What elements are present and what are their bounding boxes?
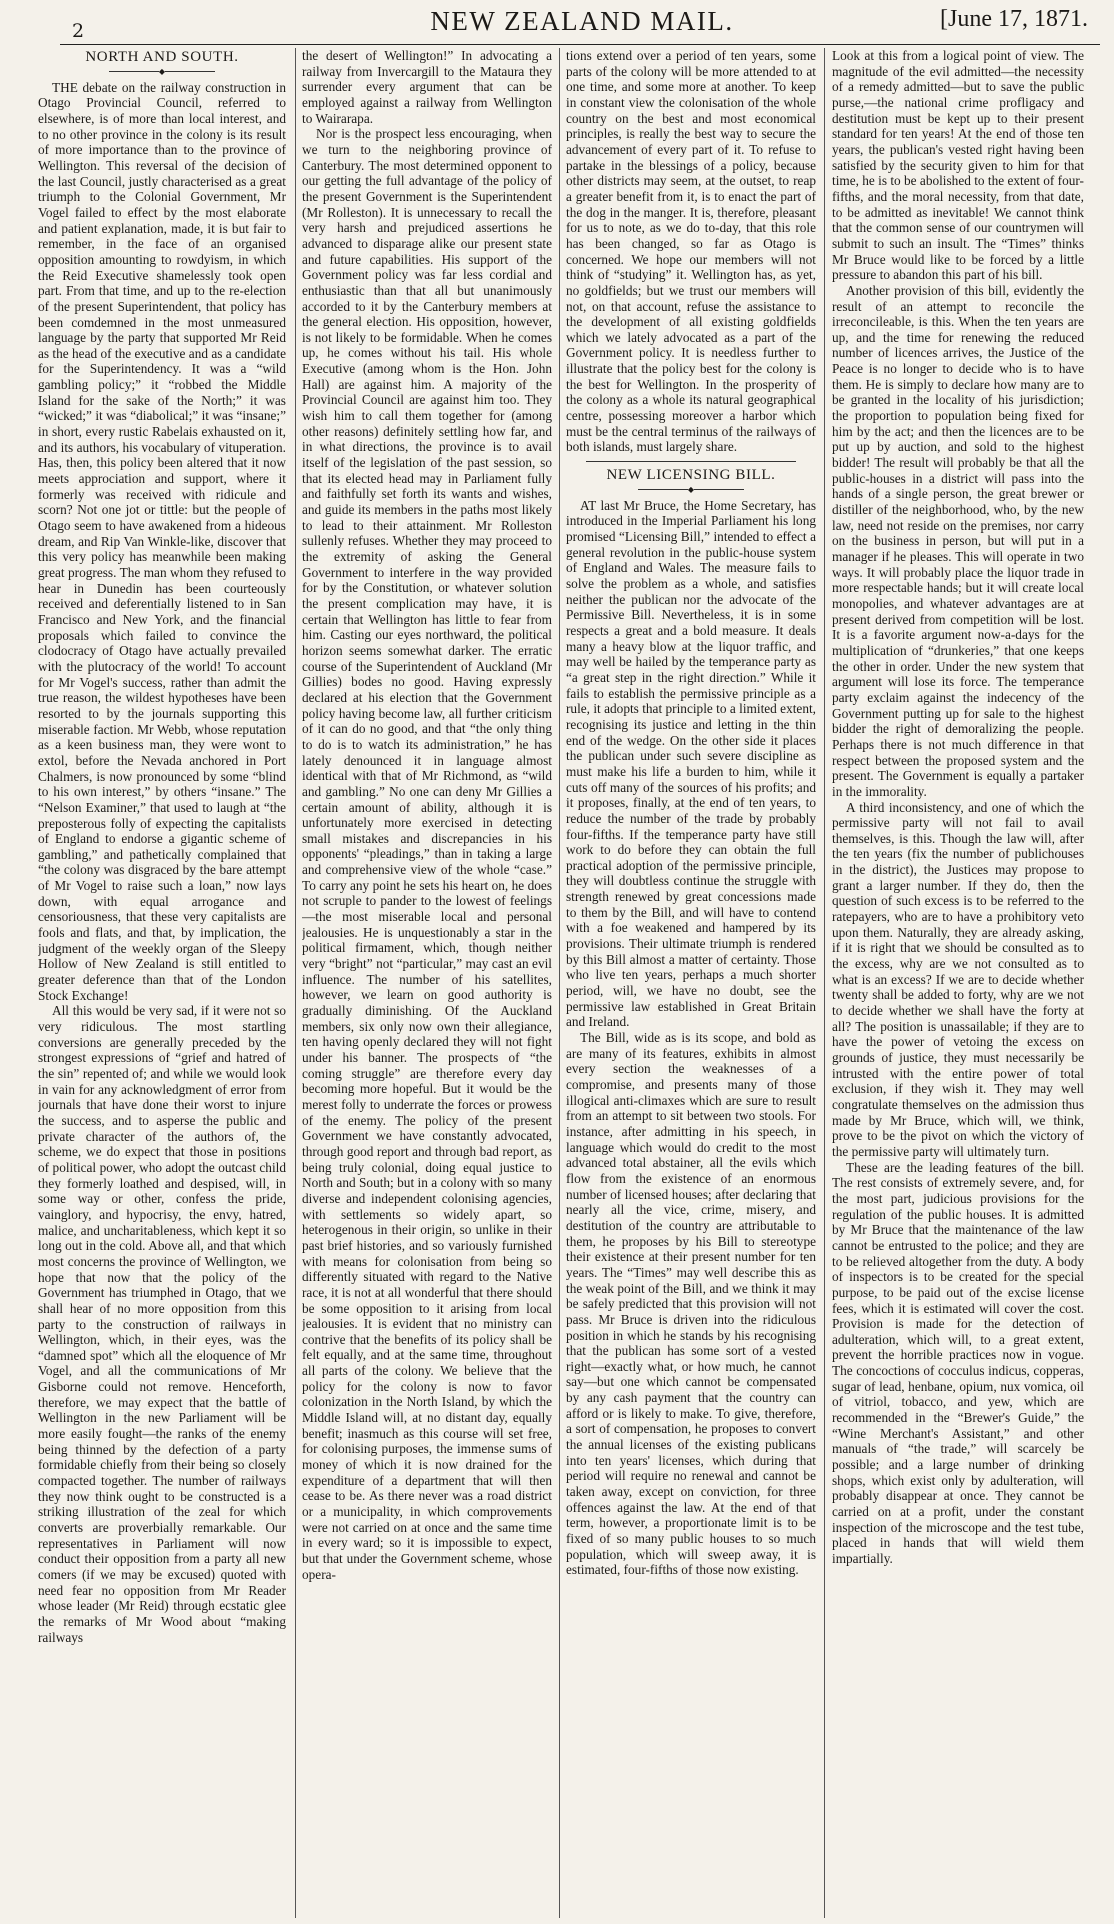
article-paragraph: tions extend over a period of ten years, some parts of the colony will be more attended to at one time, and some more at another. To keep in constant view the colonisation of the whole country on the best and most economical principles, is really the best way to secure the advancement of every part of it. To refuse to partake in the blessings of a policy, because other districts may seem, at the outset, to reap a greater benefit from it, is to enact the part of the dog in the manger. It is, therefore, pleasant for us to note, as we do to-day, that this role has been changed, so far as Otago is concerned. We hope our members will not think of “studying” it. Wellington has, as yet, no goldfields; but we trust our members will not, on that account, refuse the assistance to the development of all existing goldfields which we lately advocated as a part of the Government policy. It is needless further to illustrate that the policy best for the colony is the best for Wellington. In the prosperity of the colony as a whole its natural geographical centre, possessing moreover a harbor which must be the central terminus of the railways of both islands, must largely share.: [566, 48, 816, 455]
article-heading-north-and-south: NORTH AND SOUTH.: [85, 49, 239, 65]
article-paragraph: Another provision of this bill, evidently the result of an attempt to reconcile the irreconcileable, is this. When the ten years are up, and the time for renewing the reduced number of licences arrives, the Justice of the Peace is no longer to decide who is to have them. He is simply to declare how many are to be granted in the locality of his jurisdiction; the proportion to population being fixed for him by the act; and then the licences are to be put up by auction, and sold to the highest bidder! The result will probably be that all the public-houses in a district will pass into the hands of a single person, the great brewer or distiller of the neighborhood, who, by the new law, need not reside on the premises, nor carry on the business in person, but will put in a manager if he pleases. This will operate in two ways. It will probably place the liquor trade in more respectable hands; but it will create local monopolies, and whatever advantages are at present derived from competition will be lost. It is a favorite argument now-a-days for the multiplication of “drunkeries,” that one keeps the other in order. Under the new system that argument will lose its force. The temperance party exclaim against the indecency of the Government putting up for sale to the highest bidder the right of demoralizing the people. Perhaps there is not much difference in that respect between the proposed system and the present. The Government is equally a partaker in the immorality.: [832, 282, 1084, 799]
article-paragraph: All this would be very sad, if it were not so very ridiculous. The most startling conversions are generally preceded by the strongest expressions of “grief and hatred of the sin” repented of; and while we would look in vain for any acknowledgment of error from journals that have done their worst to injure the success, and to asperse the public and private character of the authors of, the scheme, we do expect that those in positions of political power, who adopt the outcast child they formerly loathed and despised, will, in some way or other, confess the pride, vainglory, and hypocrisy, the envy, hatred, malice, and uncharitableness, which kept it so long out in the cold. Above all, and that which most concerns the province of Wellington, we hope that now that the policy of the Government has triumphed in Otago, that we shall hear of no more opposition from this party to the construction of railways in Wellington, which, in their eyes, was the “damned spot” which all the eloquence of Mr Vogel, and all the communications of Mr Gisborne could not remove. Henceforth, therefore, we may expect that the battle of Wellington in the new Parliament will be more easily fought—the ranks of the enemy being thinned by the defection of a party formidable chiefly from their being so closely compacted together. The number of railways they now think ought to be constructed is a striking illustration of the zeal for which converts are proverbially remarkable. Our representatives in Parliament will now conduct their opposition from a party all new comers (if we may be excused) quoted with need fear no opposition from Mr Reader whose leader (Mr Reid) through ecstatic glee the remarks of Mr Wood about “making railways: [38, 1003, 286, 1645]
column-2: [302, 48, 552, 1914]
article-paragraph: AT last Mr Bruce, the Home Secretary, has introduced in the Imperial Parliament his long promised “Licensing Bill,” intended to effect a general revolution in the public-house system of England and Wales. The measure fails to solve the problem as a whole, and satisfies neither the publican nor the advocate of the Permissive Bill. Nevertheless, it is in some respects a great and a bold measure. It deals many a heavy blow at the liquor traffic, and may well be hailed by the temperance party as “a great step in the right direction.” While it fails to establish the permissive principle as a rule, it adopts that principle to a limited extent, recognising its justice and letting in the thin end of the wedge. On the other side it places the publican under such severe discipline as must make his life a burden to him, while it cuts off many of the sources of his profits; and it proposes, finally, at the end of ten years, to reduce the number of the trade by probably four-fifths. If the temperance party have still work to do before they can obtain the full practical adoption of the permissive principle, they will doubtless continue the struggle with strength renewed by great concessions made to them by the Bill, and will have to contend with a foe weakened and hampered by its provisions. Their ultimate triumph is rendered by this Bill almost a matter of certainty. Those who live ten years, perhaps a much shorter period, will, we have no doubt, see the permissive law established in Great Britain and Ireland.: [566, 497, 816, 1030]
article-paragraph: These are the leading features of the bill. The rest consists of extremely severe, and, for the most part, judicious provisions for the regulation of the public houses. It is admitted by Mr Bruce that the maintenance of the law cannot be entrusted to the police; and they are to be relieved altogether from the duty. A body of inspectors is to be created for the special purpose, to be paid out of the excise license fees, which it is estimated will cover the cost. Provision is made for the detection of adulteration, which will, to a great extent, prevent the horrible practices now in vogue. The concoctions of cocculus indicus, copperas, sugar of lead, henbane, opium, nux vomica, oil of vitriol, tobacco, and yew, which are recommended in the “Brewer's Guide,” the “Wine Merchant's Assistant,” and other manuals of “the trade,” will scarcely be possible; and a large number of drinking shops, which exist only by adulteration, will probably disappear at once. They cannot be carried on at a profit, under the constant inspection of the microscope and the test tube, placed in hands that will wield them impartially.: [832, 1159, 1084, 1566]
article-separator: [586, 461, 796, 462]
column-rule: [824, 48, 825, 1918]
column-4: [832, 48, 1084, 1914]
article-paragraph: A third inconsistency, and one of which the permissive party will not fail to avail themselves, is this. Though the law will, after the ten years (fix the number of publichouses in the district), the Justices may propose to grant a larger number. If they do, then the question of such excess is to be referred to the ratepayers, who are to have a prohibitory veto upon them. Naturally, they are already asking, if it is right that we should be consulted as to the excess, why are we not consulted as to what is an excess? If we are to decide whether twenty shall be added to forty, why are we not to decide whether we shall have the forty at all? The position is unassailable; if they are to have the power of vetoing the excess on grounds of justice, they must necessarily be intrusted with the entire power of total exclusion, if they wish it. They may well congratulate themselves on the admission thus made by Mr Bruce, which will, we think, prove to be the pivot on which the victory of the permissive party will ultimately turn.: [832, 799, 1084, 1159]
heading-ornament: ◆: [38, 68, 286, 76]
header-rule: [60, 44, 1100, 45]
article-paragraph: The Bill, wide as is its scope, and bold as are many of its features, exhibits in almost every section the weaknesses of a compromise, and presents many of those illogical anti-climaxes which are sure to result from an attempt to sit between two stools. For instance, after admitting in his speech, in language which would do credit to the most advanced total abstainer, all the evils which flow from the existence of an enormous number of licensed houses; after declaring that nearly all the vice, crime, misery, and destitution of the country are attributable to them, he proposes by his Bill to stereotype their existence at their present number for ten years. The “Times” may well describe this as the weak point of the Bill, and we think it may be safely predicted that this provision will not pass. Mr Bruce is driven into the ridiculous position in which he stands by his recognising that the publican has some sort of a vested right—exactly what, or how much, he cannot say—but one which cannot be compensated by any cash payment that the country can afford or is likely to make. To give, therefore, a sort of compensation, he proposes to convert the annual licenses of the existing publicans into ten years' licenses, which during that period will require no renewal and cannot be taken away, except on conviction, for three offences against the law. At the end of that term, however, a proportionate limit is to be fixed of so many public houses to so much population, which will sweep away, it is estimated, four-fifths of those now existing.: [566, 1030, 816, 1578]
article-paragraph: the desert of Wellington!” In advocating a railway from Invercargill to the Mataura they surrender every argument that can be employed against a railway from Wellington to Wairarapa.: [302, 48, 552, 126]
column-rule: [295, 48, 296, 1918]
masthead-title: NEW ZEALAND MAIL.: [430, 6, 734, 36]
column-rule: [559, 48, 560, 1918]
article-heading-new-licensing-bill: NEW LICENSING BILL.: [606, 467, 776, 484]
issue-date: [June 17, 1871.: [940, 6, 1088, 32]
page-header: [70, 4, 1094, 42]
article-paragraph: Nor is the prospect less encouraging, when we turn to the neighboring province of Canterbury. The most determined opponent to our getting the full advantage of the policy of the present Government is the Superintendent (Mr Rolleston). It is unnecessary to recall the very harsh and prejudiced assertions he advanced to disparage alike our present state and future capabilities. His support of the Government policy was far less cordial and enthusiastic than that all but unanimously accorded to it by the Canterbury members at the general election. His opposition, however, is not likely to be formidable. When he comes up, he comes without his tail. His whole Executive (among whom is the Hon. John Hall) are against him. A majority of the Provincial Council are against him too. They wish him to call them together for (among other reasons) definitely settling how far, and in what directions, the province is to avail itself of the legislation of the past session, so that its elected head may in Parliament fully and faithfully set forth its wants and wishes, and guide its members in the paths most likely to lead to their attainment. Mr Rolleston sullenly refuses. Whether they may proceed to the extremity of asking the General Government to interfere in the way provided for by the Constitution, or whatever solution the present complication may have, it is certain that Wellington has little to fear from him. Casting our eyes northward, the political horizon seems somewhat darker. The erratic course of the Superintendent of Auckland (Mr Gillies) bodes no good. Having expressly declared at his election that the Government policy having become law, all further criticism of it can do no good, and that “the only thing to do is to watch its administration,” he has lately denounced it in language almost identical with that of Mr Richmond, as “wild and gambling.” No one can deny Mr Gillies a certain amount of ability, although it is unfortunately more exercised in detecting small mistakes and discrepancies in his opponents' “pleadings,” than in taking a large and comprehensive view of the whole “case.” To carry any point he sets his heart on, he does not scruple to pander to the lowest of feelings—the most miserable local and personal jealousies. He is unquestionably a star in the political firmament, which, though neither very “bright” not “particular,” may cast an evil influence. The number of his satellites, however, we learn on good authority is gradually diminishing. Of the Auckland members, six only now own their allegiance, ten having openly declared they will not fight under his banner. The prospects of “the coming struggle” are therefore every day becoming more hopeful. But it would be the merest folly to underrate the forces or prowess of the enemy. The policy of the present Government we have constantly advocated, through good report and through bad report, as being truly colonial, doing equal justice to North and South; but in a colony with so many diverse and independent colonising agencies, with settlements so widely apart, so heterogenous in their origin, so unlike in their past brief histories, and so variously furnished with means for colonisation from being so differently situated with regard to the Native race, it is not at all wonderful that there should be some opposition to it arising from local jealousies. It is evident that no ministry can contrive that the benefits of its policy shall be felt equally, and at the same time, throughout all parts of the colony. We believe that the policy for the colony is now to favor colonization in the North Island, by which the Middle Island will, at no distant day, equally benefit; inasmuch as this course will set free, for colonising purposes, the immense sums of money of which it is now drained for the expenditure of a department that will then cease to be. As there never was a road district or a municipality, in which comprovements were not carried on at once and the same time in every ward; so it is impossible to expect, but that under the Government scheme, whose opera-: [302, 126, 552, 1582]
page-number: 2: [72, 20, 85, 42]
article-paragraph: THE debate on the railway construction in Otago Provincial Council, referred to elsewhere, is of more than local interest, and to no other province in the colony is its result of more importance than to the province of Wellington. This reversal of the decision of the last Council, justly characterised as a great triumph to the Colonial Government, Mr Vogel failed to effect by the most elaborate and patient explanation, made, it is but fair to remember, in the face of an organised opposition amounting to rowdyism, in which the Reid Executive shamelessly took open part. From that time, and up to the re-election of the present Superintendent, that policy has been comdemned in the most unmeasured language by the party that supported Mr Reid as the head of the executive and as a candidate for the Superintendency. It was a “wild gambling policy;” it “robbed the Middle Island for the sake of the North;” it was “wicked;” it was “diabolical;” it was “insane;” in short, every rustic Rabelais exhausted on it, and its authors, his vocabulary of vituperation. Has, then, this policy been altered that it now meets approciation and support, where it formerly was received with ridicule and scorn? Not one jot or tittle: but the people of Otago seem to have awakened from a hideous dream, and Rip Van Winkle-like, discover that this very policy has meanwhile been making great progress. The man whom they refused to hear in Dunedin has been courteously received and deferentially listened to in San Francisco and New York, and the financial proposals which failed to convince the clodocracy of Otago have actually prevailed with the plutocracy of the world! To account for Mr Vogel's success, rather than admit the true reason, the wildest hypotheses have been resorted to by the journals supporting this miserable faction. Mr Webb, whose reputation as a keen business man, they were wont to extol, before the Nevada anchored in Port Chalmers, is now pronounced by some “blind to his own interest,” by others “insane.” The “Nelson Examiner,” that used to laugh at “the preposterous folly of expecting the capitalists of England to endorse a gigantic scheme of gambling,” and pathetically complained that “the colony was disgraced by the bare attempt of Mr Vogel to raise such a loan,” now lays down, with equal arrogance and censoriousness, that these very capitalists are fools and flats, and that, by implication, the judgment of the weekly organ of the Sleepy Hollow of New Zealand is still entitled to greater deference than that of the London Stock Exchange!: [38, 79, 286, 1003]
column-3: [566, 48, 816, 1914]
heading-ornament: ◆: [566, 486, 816, 494]
article-paragraph: Look at this from a logical point of view. The magnitude of the evil admitted—the necessity of a remedy admitted—but to save the public purse,—the national crime profligacy and destitution must be kept up to their present standard for ten years! At the end of those ten years, the publican's vested right having been satisfied by the security given to him for that time, he is to be abolished to the extent of four-fifths, and the moral necessity, from that date, to be admitted as inevitable! We cannot think that the common sense of our countrymen will submit to such an insult. The “Times” thinks Mr Bruce would like to be forced by a little pressure to abandon this part of his bill.: [832, 48, 1084, 283]
column-1: [38, 48, 286, 1914]
